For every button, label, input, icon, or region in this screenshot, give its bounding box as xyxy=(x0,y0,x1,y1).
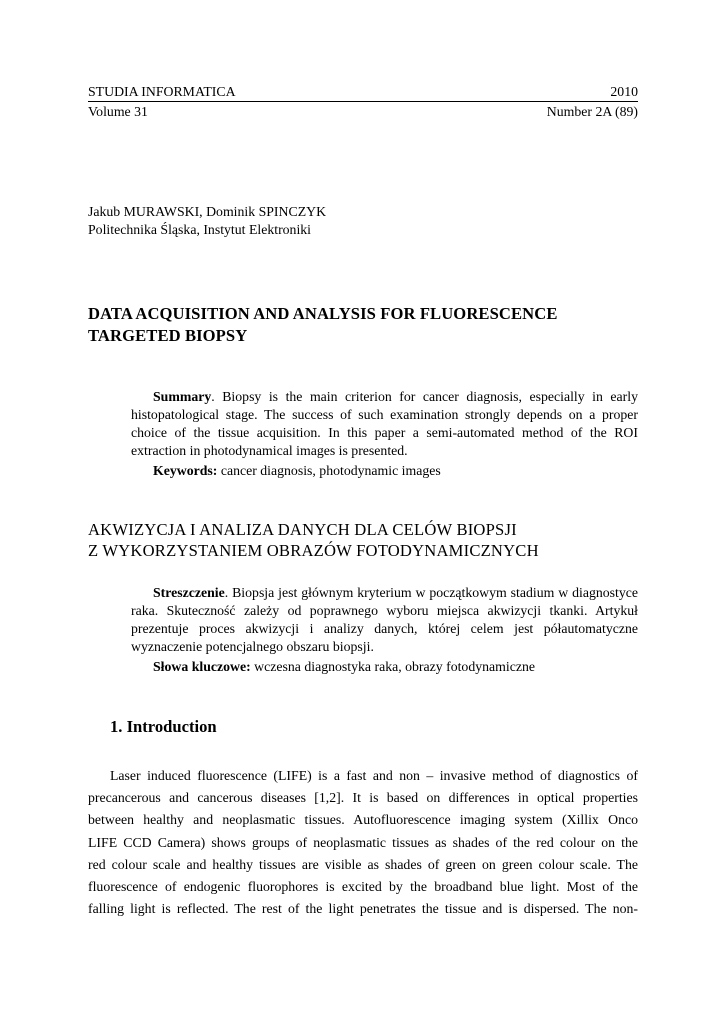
keywords-line xyxy=(131,462,638,480)
paper-title-line-1: DATA ACQUISITION AND ANALYSIS FOR FLUORESCENCE xyxy=(88,304,558,323)
summary-block xyxy=(131,388,638,480)
body-line: falling light is reflected. The rest of the light penetrates the tissue and is dispersed. The non- xyxy=(88,901,638,917)
polish-keywords-line xyxy=(131,658,638,676)
introduction-body xyxy=(88,765,638,920)
body-line: LIFE CCD Camera) shows groups of neoplasmatic tissues as shades of the red colour on the xyxy=(88,834,638,850)
author-block xyxy=(88,203,326,239)
running-header-top xyxy=(88,84,638,102)
body-line: fluorescence of endogenic fluorophores is excited by the broadband blue light. Most of the xyxy=(88,878,638,894)
streszczenie-label: Streszczenie xyxy=(153,585,225,600)
summary-paragraph xyxy=(131,388,638,460)
polish-title xyxy=(88,519,648,561)
issue-number: Number 2A (89) xyxy=(546,104,638,119)
author-names: Jakub MURAWSKI, Dominik SPINCZYK xyxy=(88,204,327,219)
body-line: Laser induced fluorescence (LIFE) is a fast and non – invasive method of diagnostics of xyxy=(110,768,638,783)
paper-title xyxy=(88,303,638,347)
polish-title-line-2: Z WYKORZYSTANIEM OBRAZÓW FOTODYNAMICZNYCH xyxy=(88,541,539,560)
streszczenie-paragraph xyxy=(131,584,638,656)
keywords-label: Keywords: xyxy=(153,463,218,478)
summary-text: . Biopsy is the main criterion for cancer diagnosis, especially in early histopatological stage. The success of such examination strongly depends on a proper choice of the tissue acquisition. In this paper a semi-automated method of the ROI extraction in photodynamical images is presented. xyxy=(131,389,638,458)
body-line: red colour scale and healthy tissues are visible as shades of green on green colour scale. The xyxy=(88,856,638,872)
author-affiliation: Politechnika Śląska, Instytut Elektroniki xyxy=(88,222,312,237)
section-heading-introduction: 1. Introduction xyxy=(110,717,217,736)
streszczenie-text: . Biopsja jest głównym kryterium w początkowym stadium w diagnostyce raka. Skuteczność zależy od poprawnego wyboru miejsca akwizycji tkanki. Artykuł prezentuje proces akwizycji i analizy danych, której celem jest półautomatyczne wyznaczenie potencjalnego obszaru biopsji. xyxy=(131,585,638,654)
polish-keywords-label: Słowa kluczowe: xyxy=(153,659,251,674)
polish-keywords-text: wczesna diagnostyka raka, obrazy fotodynamiczne xyxy=(250,659,535,674)
volume-label: Volume 31 xyxy=(88,104,148,119)
keywords-text: cancer diagnosis, photodynamic images xyxy=(217,463,441,478)
body-line: between healthy and neoplasmatic tissues. Autofluorescence imaging system (Xillix Onco xyxy=(88,812,638,828)
paper-title-line-2: TARGETED BIOPSY xyxy=(88,326,248,345)
body-line: precancerous and cancerous diseases [1,2]. It is based on differences in optical properties xyxy=(88,790,638,806)
streszczenie-block xyxy=(131,584,638,676)
polish-title-line-1: AKWIZYCJA I ANALIZA DANYCH DLA CELÓW BIOPSJI xyxy=(88,520,517,539)
journal-name: STUDIA INFORMATICA xyxy=(88,84,236,99)
publication-year: 2010 xyxy=(610,84,638,99)
summary-label: Summary xyxy=(153,389,212,404)
